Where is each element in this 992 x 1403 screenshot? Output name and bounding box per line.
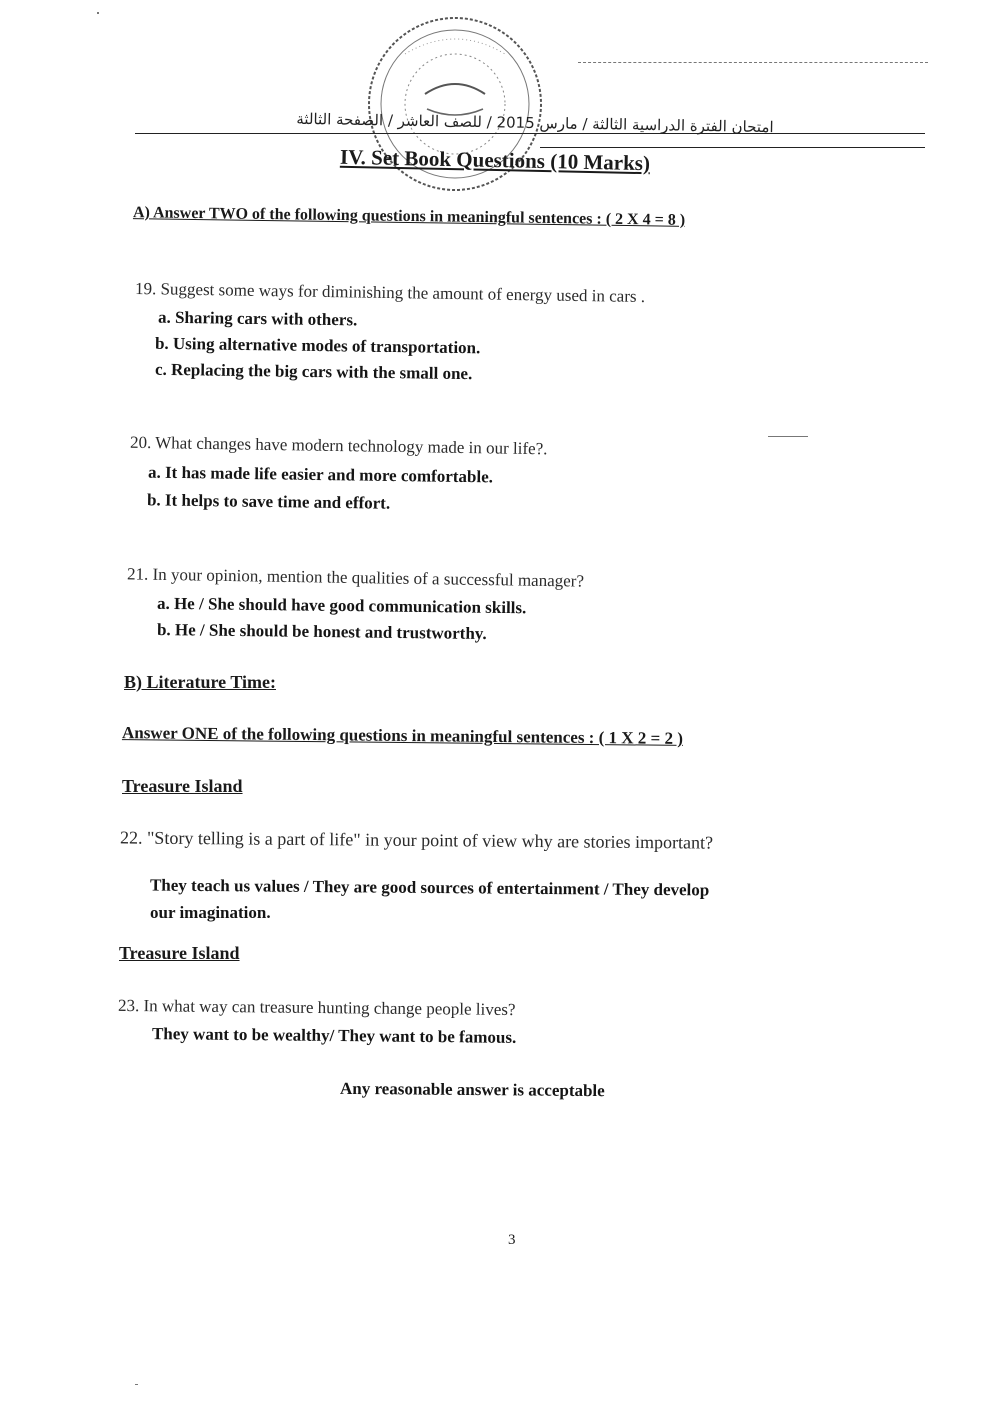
book-title-23: Treasure Island bbox=[119, 943, 240, 963]
answer-22-line2: our imagination. bbox=[150, 903, 271, 922]
answer-23: They want to be wealthy/ They want to be famous. bbox=[151, 1024, 517, 1047]
scan-speck bbox=[135, 1384, 138, 1385]
acceptance-note: Any reasonable answer is acceptable bbox=[339, 1078, 605, 1101]
top-scan-line bbox=[578, 62, 928, 63]
question-22: 22. "Story telling is a part of life" in your point of view why are stories important? bbox=[119, 827, 714, 853]
page-number: 3 bbox=[508, 1232, 516, 1248]
scan-speck bbox=[768, 436, 808, 437]
question-21: 21. In your opinion, mention the qualities of a successful manager? bbox=[126, 564, 585, 591]
answer-21b: b. He / She should be honest and trustworthy. bbox=[156, 619, 487, 644]
scan-speck bbox=[97, 12, 99, 14]
question-20: 20. What changes have modern technology made in our life?. bbox=[129, 432, 548, 459]
section-title: IV. Set Book Questions (10 Marks) bbox=[339, 144, 651, 176]
answer-22-line1: They teach us values / They are good sources of entertainment / They develop bbox=[149, 875, 710, 900]
part-a-instruction: A) Answer TWO of the following questions in meaningful sentences : ( 2 X 4 = 8 ) bbox=[132, 204, 686, 229]
part-b-instruction: Answer ONE of the following questions in meaningful sentences : ( 1 X 2 = 2 ) bbox=[121, 723, 684, 748]
answer-20b: b. It helps to save time and effort. bbox=[146, 490, 391, 513]
answer-21a: a. He / She should have good communication skills. bbox=[156, 593, 527, 618]
answer-19c: c. Replacing the big cars with the small one. bbox=[154, 359, 473, 384]
answer-20a: a. It has made life easier and more comfortable. bbox=[147, 462, 494, 487]
part-b-heading: B) Literature Time: bbox=[124, 672, 276, 692]
header-rule bbox=[135, 133, 925, 134]
answer-19b: b. Using alternative modes of transportation. bbox=[154, 333, 481, 358]
header-rule-2 bbox=[540, 147, 925, 148]
book-title-22: Treasure Island bbox=[122, 776, 243, 796]
answer-19a: a. Sharing cars with others. bbox=[157, 307, 358, 330]
question-19: 19. Suggest some ways for diminishing the amount of energy used in cars . bbox=[134, 278, 646, 307]
arabic-header: امتحان الفترة الدراسية الثالثة / مارس 2015 / للصف العاشر / الصفحة الثالثة bbox=[296, 109, 774, 137]
question-23: 23. In what way can treasure hunting change people lives? bbox=[117, 995, 516, 1020]
